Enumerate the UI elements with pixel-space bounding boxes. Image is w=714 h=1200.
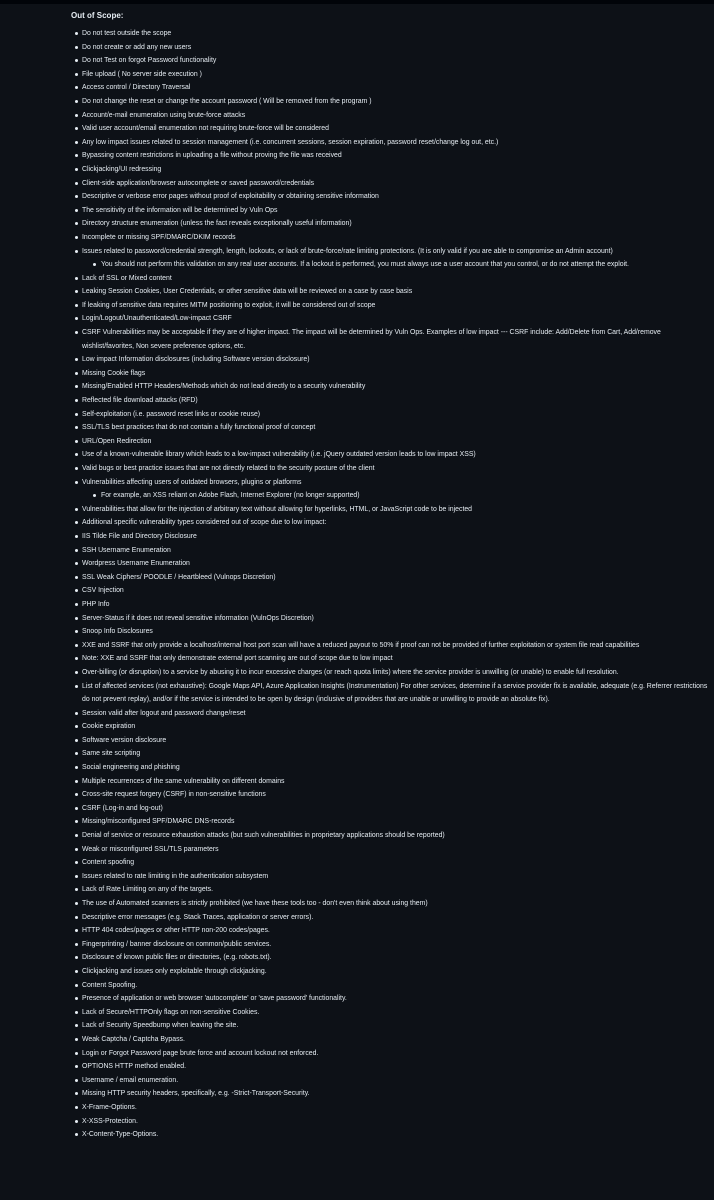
list-item bbox=[71, 747, 711, 761]
list-item-text: XXE and SSRF that only provide a localhost/internal host port scan will have a reduced payout to 50% if proof can not be provided of further exploitation or system file read capabilities bbox=[82, 641, 640, 649]
list-item bbox=[71, 81, 711, 95]
list-item bbox=[71, 1060, 711, 1074]
list-item bbox=[71, 245, 711, 272]
list-item-text: Access control / Directory Traversal bbox=[82, 84, 191, 92]
list-item bbox=[71, 652, 711, 666]
list-item bbox=[71, 639, 711, 653]
list-item bbox=[71, 856, 711, 870]
list-item bbox=[71, 217, 711, 231]
list-item-text: The use of Automated scanners is strictly prohibited (we have these tools too - don't even think about using them) bbox=[82, 900, 428, 907]
list-item-text: Snoop Info Disclosures bbox=[82, 628, 153, 636]
list-item bbox=[71, 272, 711, 286]
list-item-text: Lack of Rate Limiting on any of the targets. bbox=[82, 886, 213, 894]
list-item-text: Over-billing (or disruption) to a service by abusing it to incur excessive charges (or reach quota limits) where the service provider is unwilling (or unable) to enable full resolution. bbox=[82, 668, 619, 676]
list-item-text: Missing/misconfigured SPF/DMARC DNS-records bbox=[82, 818, 235, 826]
list-item bbox=[71, 1101, 711, 1115]
list-item-text: Any low impact issues related to session management (i.e. concurrent sessions, session expiration, password reset/change log out, etc.) bbox=[82, 138, 499, 146]
list-item-text: Self-exploitation (i.e. password reset links or cookie reuse) bbox=[82, 410, 261, 418]
list-item bbox=[71, 353, 711, 367]
list-item-text: Cross-site request forgery (CSRF) in non-sensitive functions bbox=[82, 791, 266, 799]
list-item bbox=[71, 924, 711, 938]
list-item bbox=[71, 27, 711, 41]
list-item-text: Do not Test on forgot Password functionality bbox=[82, 57, 217, 65]
list-item-text: Content Spoofing. bbox=[82, 981, 138, 989]
list-item bbox=[71, 1019, 711, 1033]
list-item-text: IIS Tilde File and Directory Disclosure bbox=[82, 532, 197, 540]
list-item bbox=[71, 788, 711, 802]
list-item bbox=[71, 476, 711, 503]
list-item-text: Missing HTTP security headers, specifically, e.g. -Strict-Transport-Security. bbox=[82, 1090, 310, 1098]
list-item-text: Directory structure enumeration (unless the fact reveals exceptionally useful information) bbox=[82, 220, 352, 228]
list-item-text: Disclosure of known public files or directories, (e.g. robots.txt). bbox=[82, 954, 272, 962]
sub-list-item-text: You should not perform this validation on any real user accounts. If a lockout is performed, you must always use a user account that you control, or do not attempt the exploit. bbox=[101, 261, 629, 269]
list-item-text: X-Frame-Options. bbox=[82, 1103, 137, 1111]
list-item-text: Content spoofing bbox=[82, 859, 135, 867]
list-item bbox=[71, 177, 711, 191]
list-item-text: List of affected services (not exhaustive): Google Maps API, Azure Application Insights (Instrumentation) For other services, determine if a service provider fix is available, adequate (e.g. Referrer restrictions do not prevent replay), and/or if the service is intended to be open by design (inclusive of providers that are unable or unwilling to provide an absolute fix). bbox=[82, 682, 708, 704]
list-item bbox=[71, 462, 711, 476]
list-item-text: Session valid after logout and password change/reset bbox=[82, 709, 246, 717]
list-item-text: Fingerprinting / banner disclosure on common/public services. bbox=[82, 940, 272, 948]
list-item-text: Multiple recurrences of the same vulnerability on different domains bbox=[82, 777, 285, 785]
list-item-text: Login or Forgot Password page brute force and account lockout not enforced. bbox=[82, 1049, 319, 1057]
list-item bbox=[71, 367, 711, 381]
list-item-text: Missing Cookie flags bbox=[82, 369, 146, 377]
list-item-text: URL/Open Redirection bbox=[82, 437, 152, 445]
list-item-text: SSL Weak Ciphers/ POODLE / Heartbleed (Vulnops Discretion) bbox=[82, 573, 276, 581]
list-item bbox=[71, 1074, 711, 1088]
list-item-text: Descriptive or verbose error pages without proof of exploitability or obtaining sensitive information bbox=[82, 193, 379, 201]
list-item bbox=[71, 530, 711, 544]
list-item bbox=[71, 938, 711, 952]
list-item-text: Clickjacking/UI redressing bbox=[82, 165, 162, 173]
list-item-text: Account/e-mail enumeration using brute-force attacks bbox=[82, 111, 246, 119]
list-item-text: Do not change the reset or change the account password ( Will be removed from the program ) bbox=[82, 97, 372, 105]
list-item bbox=[71, 897, 711, 911]
list-item bbox=[71, 815, 711, 829]
list-item bbox=[71, 571, 711, 585]
list-item-text: Descriptive error messages (e.g. Stack Traces, application or server errors). bbox=[82, 913, 314, 921]
list-item-text: Same site scripting bbox=[82, 750, 141, 758]
list-item-text: If leaking of sensitive data requires MITM positioning to exploit, it will be considered out of scope bbox=[82, 301, 376, 309]
list-item bbox=[71, 720, 711, 734]
list-item bbox=[71, 68, 711, 82]
sub-list-item bbox=[82, 489, 711, 503]
list-item bbox=[71, 802, 711, 816]
list-item-text: X-Content-Type-Options. bbox=[82, 1131, 159, 1139]
list-item-text: Software version disclosure bbox=[82, 736, 167, 744]
list-item bbox=[71, 136, 711, 150]
top-bar bbox=[0, 0, 714, 4]
list-item-text: SSH Username Enumeration bbox=[82, 546, 171, 554]
list-item bbox=[71, 109, 711, 123]
list-item-text: Additional specific vulnerability types considered out of scope due to low impact: bbox=[82, 519, 327, 527]
list-item bbox=[71, 979, 711, 993]
list-item-text: Missing/Enabled HTTP Headers/Methods which do not lead directly to a security vulnerability bbox=[82, 383, 366, 391]
out-of-scope-list bbox=[71, 27, 711, 1142]
list-item bbox=[71, 544, 711, 558]
list-item bbox=[71, 122, 711, 136]
list-item-text: Do not test outside the scope bbox=[82, 30, 172, 37]
list-item-text: Reflected file download attacks (RFD) bbox=[82, 397, 198, 405]
list-item-text: Client-side application/browser autocomplete or saved password/credentials bbox=[82, 179, 315, 187]
list-item bbox=[71, 516, 711, 530]
list-item bbox=[71, 394, 711, 408]
list-item bbox=[71, 911, 711, 925]
list-item bbox=[71, 1128, 711, 1142]
list-item-text: Presence of application or web browser 'autocomplete' or 'save password' functionality. bbox=[82, 995, 347, 1003]
list-item-text: HTTP 404 codes/pages or other HTTP non-200 codes/pages. bbox=[82, 927, 270, 935]
sub-list-item-text: For example, an XSS reliant on Adobe Flash, Internet Explorer (no longer supported) bbox=[101, 492, 360, 500]
section-heading: Out of Scope: bbox=[71, 11, 124, 20]
list-item bbox=[71, 612, 711, 626]
list-item bbox=[71, 408, 711, 422]
list-item bbox=[71, 312, 711, 326]
list-item-text: Lack of Secure/HTTPOnly flags on non-sensitive Cookies. bbox=[82, 1008, 260, 1016]
list-item-text: Note: XXE and SSRF that only demonstrate external port scanning are out of scope due to low impact bbox=[82, 655, 393, 663]
list-item bbox=[71, 163, 711, 177]
list-item bbox=[71, 584, 711, 598]
list-item bbox=[71, 299, 711, 313]
list-item-text: The sensitivity of the information will be determined by Vuln Ops bbox=[82, 206, 278, 214]
list-item-text: Incomplete or missing SPF/DMARC/DKIM records bbox=[82, 233, 236, 241]
list-item-text: X-XSS-Protection. bbox=[82, 1117, 138, 1125]
list-item bbox=[71, 41, 711, 55]
list-item bbox=[71, 190, 711, 204]
list-item-text: Vulnerabilities that allow for the injection of arbitrary text without allowing for hyperlinks, HTML, or JavaScript code to be injected bbox=[82, 505, 473, 513]
list-item-text: Cookie expiration bbox=[82, 723, 136, 731]
list-item bbox=[71, 1087, 711, 1101]
list-item-text: SSL/TLS best practices that do not contain a fully functional proof of concept bbox=[82, 424, 316, 432]
list-item bbox=[71, 231, 711, 245]
list-item-text: Denial of service or resource exhaustion attacks (but such vulnerabilities in proprietary applications should be reported) bbox=[82, 832, 445, 840]
list-item-text: Do not create or add any new users bbox=[82, 43, 192, 51]
list-item bbox=[71, 666, 711, 680]
list-item-text: Username / email enumeration. bbox=[82, 1076, 179, 1084]
list-item bbox=[71, 761, 711, 775]
list-item bbox=[71, 1006, 711, 1020]
list-item bbox=[71, 992, 711, 1006]
list-item bbox=[71, 204, 711, 218]
list-item bbox=[71, 883, 711, 897]
list-item-text: Issues related to password/credential strength, length, lockouts, or lack of brute-force/rate limiting protections. (It is only valid if you are able to compromise an Admin account) bbox=[82, 247, 613, 255]
list-item bbox=[71, 1047, 711, 1061]
list-item-text: Issues related to rate limiting in the authentication subsystem bbox=[82, 872, 269, 880]
list-item-text: Lack of Security Speedbump when leaving the site. bbox=[82, 1022, 239, 1030]
list-item bbox=[71, 1115, 711, 1129]
list-item-text: OPTIONS HTTP method enabled. bbox=[82, 1063, 187, 1071]
sub-list bbox=[82, 489, 711, 503]
list-item-text: File upload ( No server side execution ) bbox=[82, 70, 202, 78]
list-item bbox=[71, 734, 711, 748]
list-item bbox=[71, 625, 711, 639]
sub-list bbox=[82, 258, 711, 272]
list-item-text: Valid bugs or best practice issues that are not directly related to the security posture of the client bbox=[82, 465, 375, 472]
list-item bbox=[71, 951, 711, 965]
list-item bbox=[71, 54, 711, 68]
list-item-text: Leaking Session Cookies, User Credentials, or other sensitive data will be reviewed on a case by case basis bbox=[82, 288, 413, 296]
list-item bbox=[71, 843, 711, 857]
list-item bbox=[71, 965, 711, 979]
list-item bbox=[71, 598, 711, 612]
list-item-text: Login/Logout/Unauthenticated/Low-impact CSRF bbox=[82, 315, 232, 323]
list-item-text: Weak or misconfigured SSL/TLS parameters bbox=[82, 845, 219, 853]
list-item-text: Social engineering and phishing bbox=[82, 764, 180, 772]
list-item-text: Server-Status if it does not reveal sensitive information (VulnOps Discretion) bbox=[82, 614, 314, 622]
list-item-text: CSRF Vulnerabilities may be acceptable if they are of higher impact. The impact will be determined by Vuln Ops. Examples of low impact --- CSRF include: Add/Delete from Cart, Add/remove wishlist/favorites, Non severe preference options, etc. bbox=[82, 329, 661, 350]
list-item bbox=[71, 503, 711, 517]
list-item bbox=[71, 435, 711, 449]
list-item bbox=[71, 285, 711, 299]
list-item-text: Low impact Information disclosures (including Software version disclosure) bbox=[82, 356, 310, 364]
list-item-text: PHP Info bbox=[82, 600, 110, 608]
list-item bbox=[71, 326, 711, 353]
out-of-scope-section bbox=[71, 11, 711, 1142]
list-item-text: Lack of SSL or Mixed content bbox=[82, 274, 172, 282]
list-item-text: Use of a known-vulnerable library which leads to a low-impact vulnerability (i.e. jQuery outdated version leads to low impact XSS) bbox=[82, 451, 476, 459]
list-item-text: Bypassing content restrictions in uploading a file without proving the file was received bbox=[82, 152, 342, 160]
list-item bbox=[71, 775, 711, 789]
list-item bbox=[71, 149, 711, 163]
list-item bbox=[71, 1033, 711, 1047]
list-item-text: Valid user account/email enumeration not requiring brute-force will be considered bbox=[82, 125, 329, 133]
list-item bbox=[71, 680, 711, 707]
list-item bbox=[71, 448, 711, 462]
list-item bbox=[71, 829, 711, 843]
list-item bbox=[71, 870, 711, 884]
list-item bbox=[71, 380, 711, 394]
sub-list-item bbox=[82, 258, 711, 272]
list-item bbox=[71, 557, 711, 571]
list-item bbox=[71, 421, 711, 435]
list-item-text: Clickjacking and issues only exploitable through clickjacking. bbox=[82, 967, 267, 975]
list-item bbox=[71, 95, 711, 109]
list-item-text: CSV Injection bbox=[82, 587, 124, 595]
list-item-text: CSRF (Log-in and log-out) bbox=[82, 804, 163, 812]
list-item bbox=[71, 707, 711, 721]
list-item-text: Vulnerabilities affecting users of outdated browsers, plugins or platforms bbox=[82, 478, 302, 486]
list-item-text: Wordpress Username Enumeration bbox=[82, 560, 190, 568]
list-item-text: Weak Captcha / Captcha Bypass. bbox=[82, 1035, 185, 1043]
